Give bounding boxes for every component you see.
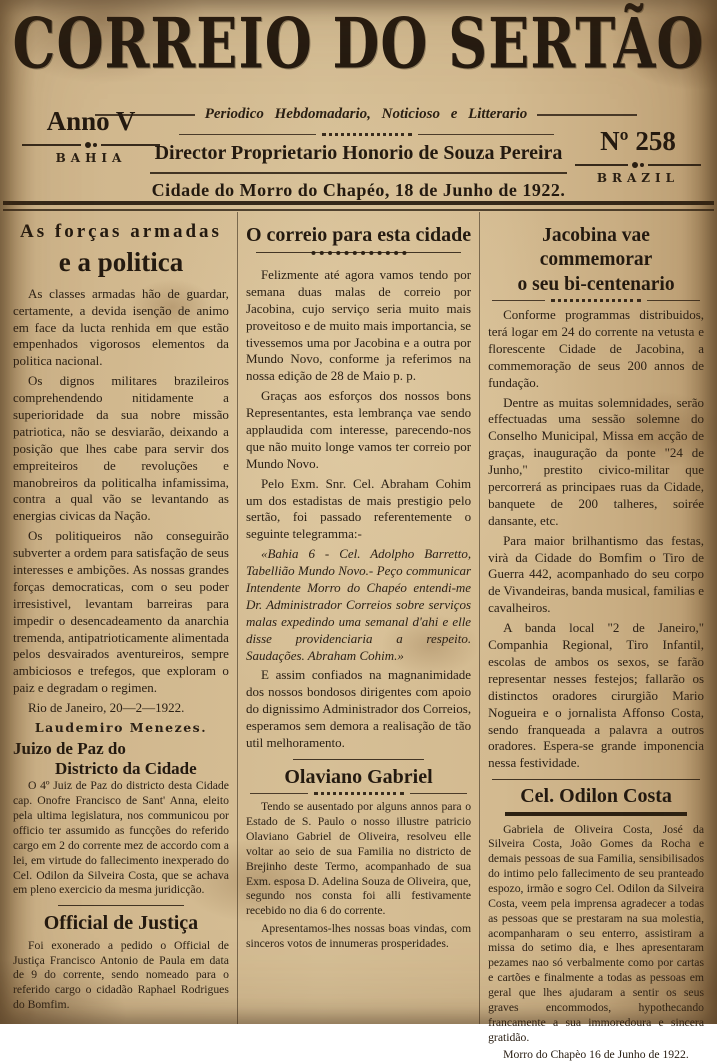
paragraph: Pelo Exm. Snr. Cel. Abraham Cohim um dos estadistas de mais prestigio pelo sertão, foi passado referentemente o seguinte telegramma:- [245, 475, 472, 542]
edition-number: Nº 258 [600, 126, 676, 156]
divider-ornament [575, 162, 701, 168]
article-forcas-armadas [13, 220, 229, 736]
telegram-quote: «Bahia 6 - Cel. Adolpho Barretto, Tabellião Mundo Novo.- Peço communicar Intendente Morro do Chapéo entendi-me Dr. Administrador Correios sobre serviços malas expedindo uma semanal d'ahi e elle disse providenciaria a respeito. Saudações. Abraham Cohim.» [245, 546, 472, 663]
section-rule [492, 779, 699, 780]
section-rule [58, 905, 183, 906]
article-heading [13, 739, 229, 778]
dot-ornament [85, 142, 91, 148]
newspaper-title: CORREIO DO SERTÃO [12, 2, 705, 84]
director-line: Director Proprietario Honorio de Souza Pereira [150, 142, 567, 174]
paragraph: Foi exonerado a pedido o Official de Justiça Francisco Antonio de Paula em data de 9 do corrente, sendo nomeado para o referido cargo o cidadão Raphael Rodrigues do Bomfim. [13, 938, 229, 1012]
paragraph: Os dignos militares brazileiros comprehendendo nitidamente a superioridade da sua nobre missão patriotica, não se desviarão, deixando a posição que lhes cabe para servir dos empreiteiros de revoluções e manobreiros da politicalha infamissima, contra a qual vão se levantando as energias civicas da Nação. [13, 373, 229, 524]
article-heading: Olaviano Gabriel [284, 765, 433, 788]
heading-line-2: o seu bi-centenario [517, 273, 675, 295]
column-1 [5, 212, 237, 1024]
subtitle-text: Periodico Hebdomadario, Noticioso e Litterario [204, 106, 528, 122]
article-signature: Laudemiro Menezes. [34, 720, 208, 736]
article-dateline: Morro do Chapèo 16 de Junho de 1922. [503, 1048, 689, 1062]
article-cel-odilon-costa [488, 784, 704, 1063]
beads-ornament [311, 251, 406, 255]
heading-underline-rule [505, 812, 686, 816]
divider-ornament [22, 142, 160, 148]
article-columns [5, 212, 712, 1062]
paragraph: Para maior brilhantismo das festas, virà da Cidade do Bomfim o Tiro de Guerra 442, acompanhado do seu corpo de Vivandeiras, banda musical, familias e cavalheiros. [488, 532, 705, 616]
dot-ornament [640, 163, 644, 167]
article-juizo-de-paz [13, 739, 229, 898]
section-rule [293, 759, 424, 760]
dot-ornament [632, 162, 638, 168]
article-official-de-justica [13, 911, 229, 1013]
paragraph: Conforme programmas distribuidos, terá logar em 24 do corrente na vetusta e florescente Cidade de Jacobina, a commemoração de seus 200 annos de fundação. [488, 307, 705, 390]
article-olaviano-gabriel [246, 765, 471, 952]
heading-flourish-ornament [492, 299, 700, 302]
masthead-right-block [569, 126, 707, 185]
masthead-rule [3, 201, 714, 211]
paragraph: O 4º Juiz de Paz do districto desta Cidade cap. Onofre Francisco de Sant' Anna, eleito pela ultima legislatura, nos communicou por officio ter assumido as funcções do referido cargo em 2 do corrente mez de accordo com a lei, em virtude do fallecimento inexperado do Cel. Odilon da Silveira Costa, que se achava em pleno exercicio da mesma juridicção. [13, 779, 229, 897]
masthead [0, 0, 717, 212]
paragraph: A banda local "2 de Janeiro," Companhia Regional, Tiro Infantil, escolas de ambos os sexos, se farão representar nesses festejos; fallarão os distinctos oradores cirurgião Mario Nogueira e o jornalista Affonso Costa, sendo franqueada a palavra a outros oradores. Espera-se grande imponencia nessa festividade. [488, 620, 705, 771]
masthead-subtitle [95, 106, 637, 123]
article-heading [488, 224, 704, 297]
subtitle-flourish-ornament [179, 133, 554, 136]
paragraph: E assim confiados na magnanimidade dos nossos bondosos dirigentes com apoio do dignissimo Administrador dos Correios, esperamos sem demora a realisação de tão util melhoramento. [245, 667, 472, 751]
edition-dateline: Cidade do Morro do Chapéo, 18 de Junho de 1922. [151, 180, 566, 200]
paragraph: Tendo se ausentado por alguns annos para o Estado de S. Paulo o nosso illustre patricio Olaviano Gabriel de Oliveira, resolveu elle voltar ao seio de sua Familia no districto de Brejinho deste Termo, acompanhado de sua Exm. esposa D. Adelina Souza de Oliveira, que, segundo nos consta foi alli festivamente recebido no dia 6 do corrente. [245, 800, 472, 918]
region-right-label: BRAZIL [596, 171, 680, 185]
article-correio-cidade [246, 222, 471, 752]
paragraph: Gabriela de Oliveira Costa, José da Silveira Costa, João Gomes da Rocha e demais pessoas de sua Familia, sensibilisados do intimo pelo fallecimento de seu pranteado espozo, irmão e sogro Cel. Odilon da Silveira Costa, veem pela imprensa agradecer a todas as pessoas que se prestaram na sua molestia, acompanharam o seu enterro, assistiram a missa do setimo dia, e lhes apresentaram pezames nao só verbalmente como por cartas e cartões e finalmente a todas as pessoas em geral que lhes ajudaram a sentir os seus graves encommodos, hypothecando francamente a sua immoredoura e sincera gratidão. [488, 822, 705, 1044]
heading-line-1: Jacobina vae commemorar [539, 225, 653, 271]
column-2 [237, 212, 479, 1024]
paragraph: Os politiqueiros não conseguirão subverter a ordem para satisfação de seus interesses e ambições. As nossas grandes forças democraticas, com o seu poder irresistivel, levantam barreiras para impedir o desencadeamento da anarchia tremenda, antipatrioticamente alimentada pelos desvairados aventureiros, sempre ambiciosos e trefegos, que exploram o paiz e degradam o regimen. [13, 528, 229, 696]
anno-label: Anno V [46, 106, 136, 136]
article-heading: Cel. Odilon Costa [520, 785, 672, 808]
article-heading: Official de Justiça [43, 912, 199, 935]
dot-ornament [93, 143, 97, 147]
paragraph: Graças aos esforços dos nossos bons Representantes, esta lembrança vae sendo applaudida com interesse, parecendo-nos que não muito longe vamos ter correio por Mundo Novo. [245, 388, 472, 471]
heading-flourish-ornament [250, 792, 467, 795]
masthead-left-block [16, 106, 166, 165]
heading-line-1: Juizo de Paz do [13, 739, 126, 759]
article-heading: e a politica [58, 246, 184, 277]
beads-ornament [314, 792, 404, 795]
beads-ornament [551, 299, 641, 302]
article-heading: As forças armadas [20, 221, 222, 242]
article-jacobina-bicentenario [488, 224, 704, 772]
heading-rule-ornament [256, 252, 461, 259]
article-heading: O correio para esta cidade [245, 224, 472, 246]
article-dateline: Rio de Janeiro, 20—2—1922. [28, 700, 185, 716]
paragraph: As classes armadas hão de guardar, certamente, a devida isenção de animo em face da lucta renhida em que estão empenhados vigorosos elementos da politica nacional. [13, 285, 229, 369]
paragraph: Apresentamos-lhes nossas boas vindas, com sinceros votos de innumeras prosperidades. [245, 922, 472, 951]
heading-line-2: Districto da Cidade [55, 758, 197, 778]
region-left-label: BAHIA [55, 151, 127, 165]
paragraph: Dentre as muitas solemnidades, serão effectuadas uma sessão solemne do Conselho Municipal, Missa em acção de graças, inauguração da ponte "24 de Junho," prestito civico-militar que percorrerá as principaes ruas da Cidade, banquete de 200 talheres, soirée dansante, etc. [488, 394, 705, 528]
beads-ornament [322, 133, 412, 136]
paragraph: Felizmente até agora vamos tendo por semana duas malas de correio por Jacobina, cujo serviço seria muito mais proveitoso e de muito mais importancia, se tivessemos uma por Jacobina e a outra por Mundo Novo, conforme ja referimos na nossa edição de 28 de Maio p. p. [245, 267, 472, 384]
column-3 [479, 212, 712, 1062]
